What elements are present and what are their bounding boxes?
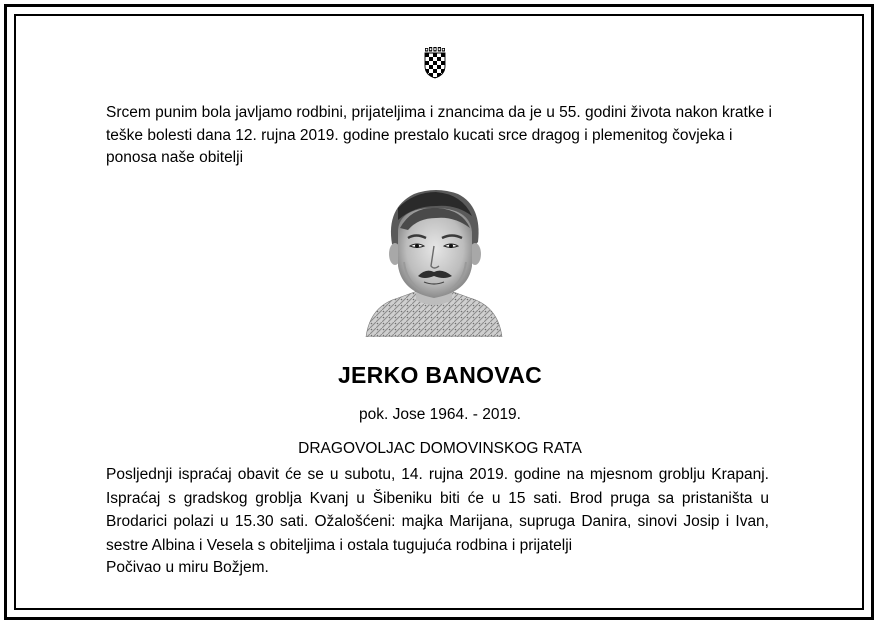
honorific-title: DRAGOVOLJAC DOMOVINSKOG RATA [298, 440, 582, 457]
funeral-paragraph: Posljednji ispraćaj obavit će se u subotu, 14. rujna 2019. godine na mjesnom groblju Krapanj. Ispraćaj s gradskog groblja Kvanj u Šibeniku biti će u 15 sati. Brod pruga sa pristaništa u Brodarici polazi u 15.30 sati. Ožalošćeni: majka Marijana, supruga Danira, sinovi Josip i Ivan, sestre Albina i Vesela s obiteljima i ostala tugujuća rodbina i prijatelji [106, 466, 769, 554]
intro-paragraph: Srcem punim bola javljamo rodbini, prijateljima i znancima da je u 55. godini života nakon kratke i teške bolesti dana 12. rujna 2019. godine prestalo kucati srce dragog i plemenitog čovjeka i ponosa naše obitelji [106, 104, 772, 166]
life-dates: pok. Jose 1964. - 2019. [358, 406, 521, 423]
portrait-photo [364, 184, 504, 337]
deceased-name: JERKO BANOVAC [337, 362, 543, 388]
croatian-coat-of-arms-icon [424, 47, 446, 79]
closing-line: Počivao u miru Božjem. [106, 559, 269, 576]
